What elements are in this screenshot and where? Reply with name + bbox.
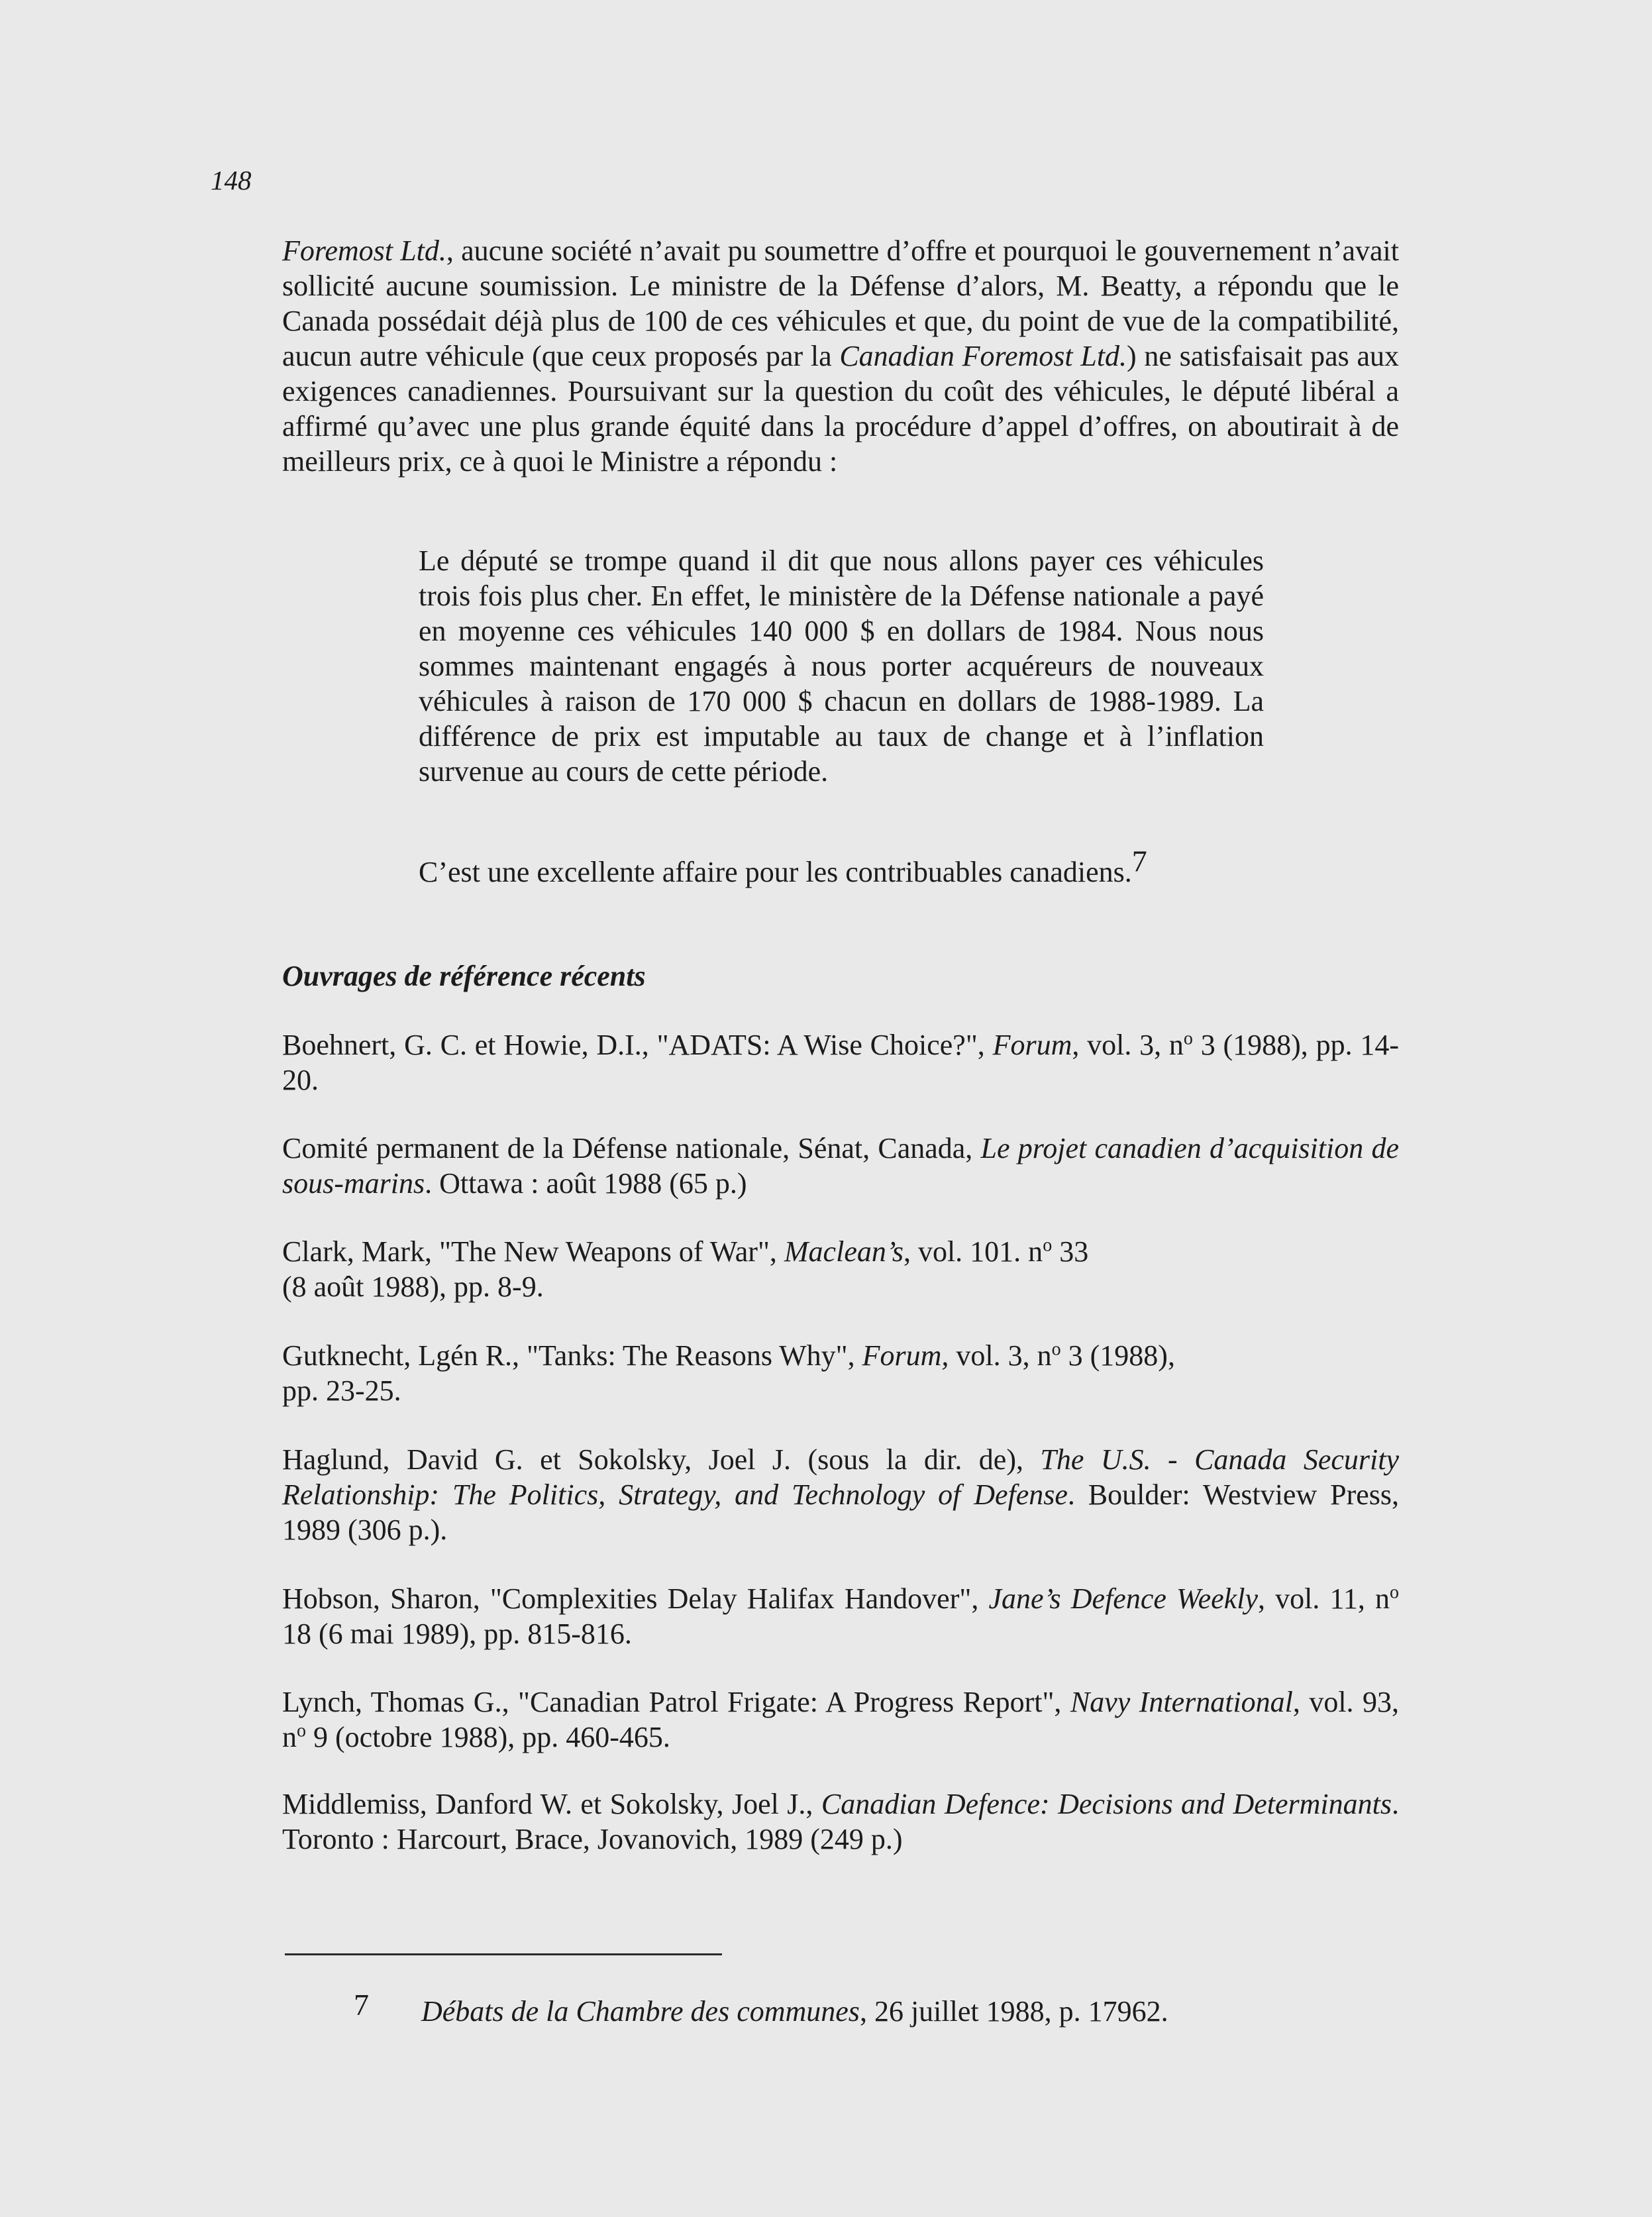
reference-text: Boehnert, G. C. et Howie, D.I., "ADATS: A Wise Choice?", — [282, 1029, 993, 1061]
reference-text: 3 (1988), pp. 14-20. — [282, 1029, 1399, 1096]
reference-text: pp. 23-25. — [282, 1374, 401, 1407]
intro-italic-1: Foremost Ltd. — [282, 234, 446, 267]
footnote-divider — [285, 1953, 722, 1955]
footnote-reference: 7 — [1131, 844, 1147, 878]
reference-title: Forum, — [862, 1339, 949, 1372]
reference-text: 33 — [1052, 1235, 1089, 1268]
reference-text: , vol. 3, n — [1072, 1029, 1184, 1061]
reference-text: vol. 3, n — [949, 1339, 1052, 1372]
intro-italic-3: Canadian Foremost Ltd. — [839, 340, 1127, 372]
reference-superscript: o — [1051, 1339, 1061, 1360]
reference-text: Hobson, Sharon, "Complexities Delay Halifax Handover", — [282, 1582, 989, 1615]
reference-item — [282, 1786, 1399, 1857]
intro-text-4: ) ne satisfaisait pas aux exigences canadiennes. Poursuivant sur la question du coût des véhicules, le député libéral a affirmé qu’avec une plus grande équité dans la procédure d’appel d’offres, on aboutirait à de meilleurs prix, ce à quoi le Ministre a répondu : — [282, 340, 1399, 478]
references-heading: Ouvrages de référence récents — [282, 960, 646, 992]
reference-text: , vol. 93, n — [282, 1686, 1399, 1753]
reference-title: Le projet canadien d’acquisition de sous-marins — [282, 1132, 1399, 1200]
references-heading-block — [282, 958, 1399, 994]
reference-text: Haglund, David G. et Sokolsky, Joel J. (sous la dir. de), — [282, 1443, 1041, 1476]
reference-text: 3 (1988), — [1060, 1339, 1175, 1372]
reference-item — [282, 1338, 1399, 1408]
quote-paragraph-1: Le député se trompe quand il dit que nous allons payer ces véhicules trois fois plus cher. En effet, le ministère de la Défense nationale a payé en moyenne ces véhicules 140 000 $ en dollars de 1984. Nous nous sommes maintenant engagés à nous porter acquéreurs de nouveaux véhicules à raison de 170 000 $ chacun en dollars de 1988-1989. La différence de prix est imputable au taux de change et à l’inflation survenue au cours de cette période. — [419, 544, 1264, 788]
reference-title: Maclean’s — [784, 1235, 903, 1268]
reference-title: Forum — [992, 1029, 1072, 1061]
reference-item — [282, 1027, 1399, 1098]
reference-item — [282, 1131, 1399, 1201]
reference-title: The U.S. - Canada Security Relationship: The Politics, Strategy, and Technology of Defense — [282, 1443, 1400, 1511]
reference-text: . Boulder: Westview Press, 1989 (306 p.). — [282, 1478, 1399, 1546]
reference-text: . Toronto : Harcourt, Brace, Jovanovich, 1989 (249 p.) — [282, 1788, 1399, 1855]
footnote-title: Débats de la Chambre des communes — [421, 1995, 860, 2028]
reference-text: Gutknecht, Lgén R., "Tanks: The Reasons Why", — [282, 1339, 862, 1372]
reference-text: Comité permanent de la Défense nationale, Sénat, Canada, — [282, 1132, 981, 1164]
reference-text: , vol. 11, n — [1258, 1582, 1390, 1615]
reference-superscript: o — [297, 1720, 306, 1741]
intro-paragraph — [282, 233, 1399, 479]
reference-superscript: o — [1043, 1235, 1053, 1256]
page-number: 148 — [211, 165, 252, 195]
reference-text: , vol. 101. n — [903, 1235, 1043, 1268]
intro-text-2: , aucune société n’avait pu soumettre d’offre et pourquoi le gouvernement n’avait sollicité aucune soumission. Le ministre de la Défense d’alors, M. Beatty, a répondu que le Canada possédait déjà plus de 100 de ces véhicules et que, du point de vue de la compatibilité, aucun autre véhicule (que ceux proposés par la — [282, 234, 1399, 372]
reference-text: Lynch, Thomas G., "Canadian Patrol Frigate: A Progress Report", — [282, 1686, 1070, 1718]
reference-superscript: o — [1390, 1582, 1400, 1603]
reference-text: . Ottawa : août 1988 (65 p.) — [425, 1167, 747, 1200]
reference-item — [282, 1581, 1399, 1651]
reference-text: Clark, Mark, "The New Weapons of War", — [282, 1235, 784, 1268]
reference-title: Canadian Defence: Decisions and Determinants — [821, 1788, 1392, 1820]
quote-paragraph-2: C’est une excellente affaire pour les contribuables canadiens. — [419, 856, 1132, 888]
reference-text: 18 (6 mai 1989), pp. 815-816. — [282, 1618, 632, 1650]
block-quote — [419, 543, 1264, 789]
block-quote-conclusion — [419, 844, 1264, 890]
footnote-text — [421, 1994, 1168, 2029]
reference-text: 9 (octobre 1988), pp. 460-465. — [306, 1721, 670, 1753]
reference-superscript: o — [1183, 1028, 1193, 1049]
footnote-number: 7 — [354, 1988, 369, 2022]
reference-text: (8 août 1988), pp. 8-9. — [282, 1270, 544, 1303]
reference-title: Navy International — [1070, 1686, 1293, 1718]
reference-text: Middlemiss, Danford W. et Sokolsky, Joel J., — [282, 1788, 821, 1820]
reference-item — [282, 1442, 1399, 1547]
reference-item — [282, 1684, 1399, 1755]
reference-item — [282, 1234, 1399, 1304]
reference-title: Jane’s Defence Weekly — [988, 1582, 1258, 1615]
footnote-rest: , 26 juillet 1988, p. 17962. — [859, 1995, 1168, 2028]
